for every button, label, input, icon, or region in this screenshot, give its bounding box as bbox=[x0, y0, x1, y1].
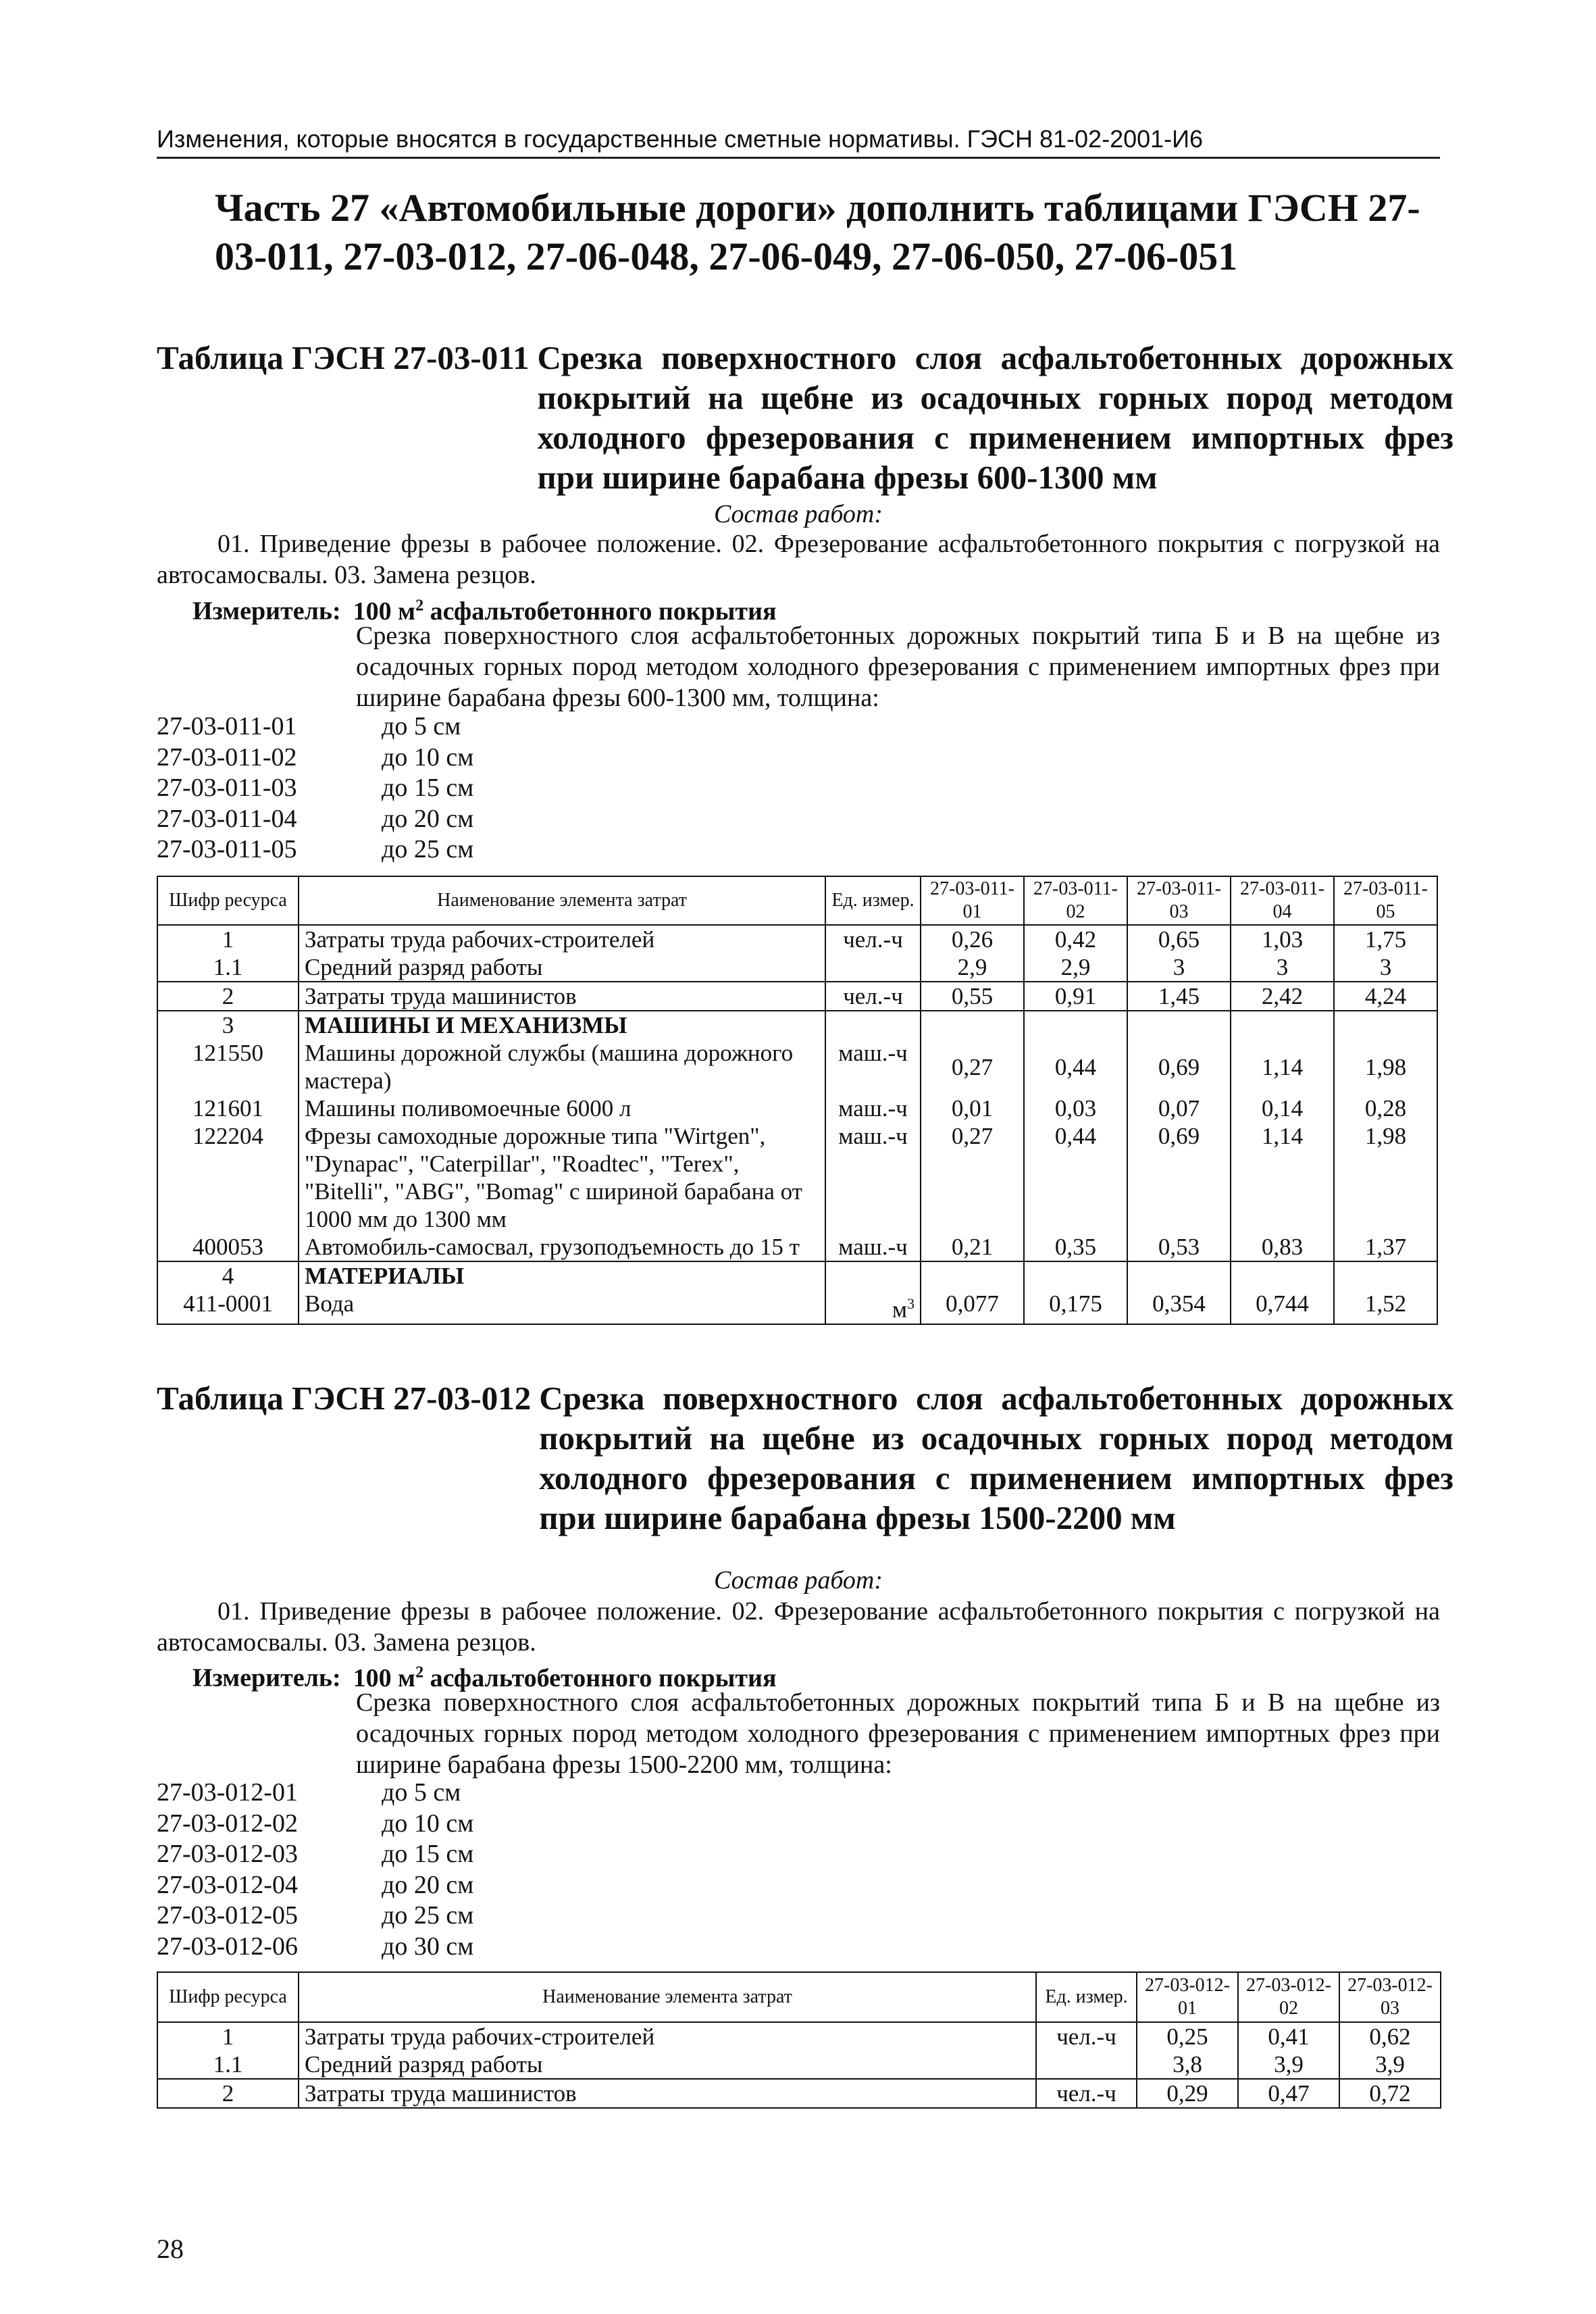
table-number: Таблица ГЭСН 27-03-011 bbox=[157, 339, 530, 376]
table-number: Таблица ГЭСН 27-03-012 bbox=[157, 1380, 532, 1417]
meter-label: Измеритель: bbox=[192, 1663, 341, 1692]
composition-text: 01. Приведение фрезы в рабочее положение. 02. Фрезерование асфальтобетонного покрытия с погрузкой на автосамосвалы. 03. Замена резцов. bbox=[157, 530, 1440, 589]
table-description: Срезка поверхностного слоя асфальтобетонных дорожных покрытий на щебне из осадочных горных пород методом холодного фрезерования с применением импортных фрез при ширине барабана фрезы 1500-2200 мм bbox=[539, 1380, 1453, 1536]
table-title-27-03-012 bbox=[157, 1378, 1453, 1538]
table-header-row bbox=[157, 876, 1437, 925]
table-section-row: 3 МАШИНЫ И МЕХАНИЗМЫ bbox=[157, 1011, 1437, 1039]
running-header: Изменения, которые вносятся в государственные сметные нормативы. ГЭСН 81-02-2001-И6 bbox=[157, 125, 1204, 153]
composition-heading: Состав работ: bbox=[713, 1566, 883, 1594]
col-head-norm: 27-03-011-02 bbox=[1024, 876, 1127, 925]
table-row: 1 Затраты труда рабочих-строителей чел.-ч 0,25 0,41 0,62 bbox=[157, 2022, 1441, 2051]
norm-code-row: 27-03-011-03 до 15 см bbox=[157, 774, 474, 803]
col-head-code: Шифр ресурса bbox=[157, 876, 299, 925]
norm-code-row: 27-03-011-05 до 25 см bbox=[157, 835, 474, 864]
table-row: 121550 Машины дорожной службы (машина дорожного мастера) маш.-ч 0,27 0,44 0,69 1,14 1,98 bbox=[157, 1039, 1437, 1095]
table-intro: Срезка поверхностного слоя асфальтобетонных дорожных покрытий типа Б и В на щебне из осадочных горных пород методом холодного фрезерования с применением импортных фрез при ширине барабана фрезы 1500-2200 мм, толщина: bbox=[356, 1688, 1440, 1779]
cost-table-27-03-011 bbox=[157, 876, 1438, 1325]
col-head-unit: Ед. измер. bbox=[825, 876, 921, 925]
composition-heading: Состав работ: bbox=[713, 500, 883, 528]
table-row: 1 Затраты труда рабочих-строителей чел.-ч 0,26 0,42 0,65 1,03 1,75 bbox=[157, 925, 1437, 953]
table-row: 1.1 Средний разряд работы 3,8 3,9 3,9 bbox=[157, 2051, 1441, 2079]
table-row: 411-0001 Вода $м^3$ 0,077 0,175 0,354 0,744 1,52 bbox=[157, 1290, 1437, 1324]
meter-value: 100 $м^2$ асфальтобетонного покрытия bbox=[353, 597, 777, 626]
composition-text: 01. Приведение фрезы в рабочее положение. 02. Фрезерование асфальтобетонного покрытия с погрузкой на автосамосвалы. 03. Замена резцов. bbox=[157, 1597, 1440, 1657]
part-title: Часть 27 «Автомобильные дороги» дополнить таблицами ГЭСН 27-03-011, 27-03-012, 27-06-048, 27-06-049, 27-06-050, 27-06-051 bbox=[215, 186, 1420, 278]
norm-code-row: 27-03-012-02 до 10 см bbox=[157, 1809, 474, 1838]
col-head-norm: 27-03-011-01 bbox=[921, 876, 1024, 925]
col-head-name: Наименование элемента затрат bbox=[299, 876, 825, 925]
norm-code-row: 27-03-012-03 до 15 см bbox=[157, 1840, 474, 1869]
col-head-unit: Ед. измер. bbox=[1036, 1972, 1137, 2022]
table-section-row: 4 МАТЕРИАЛЫ bbox=[157, 1261, 1437, 1290]
table-row: 122204 Фрезы самоходные дорожные типа "Wirtgen", "Dynapac", "Caterpillar", "Roadtec", "Terex", "Bitelli", "ABG", "Bomag" с шириной барабана от 1000 мм до 1300 мм маш.-ч 0,27 0,44 0,69 1,14 1,98 bbox=[157, 1122, 1437, 1233]
norm-code-row: 27-03-012-01 до 5 см bbox=[157, 1778, 461, 1807]
table-row: 400053 Автомобиль-самосвал, грузоподъемность до 15 т маш.-ч 0,21 0,35 0,53 0,83 1,37 bbox=[157, 1233, 1437, 1261]
cost-table-27-03-012 bbox=[157, 1971, 1441, 2109]
table-header-row bbox=[157, 1972, 1441, 2022]
col-head-norm: 27-03-011-03 bbox=[1127, 876, 1231, 925]
header-rule bbox=[157, 157, 1440, 159]
norm-code-row: 27-03-012-04 до 20 см bbox=[157, 1870, 474, 1899]
table-description: Срезка поверхностного слоя асфальтобетонных дорожных покрытий на щебне из осадочных горных пород методом холодного фрезерования с применением импортных фрез при ширине барабана фрезы 600-1300 мм bbox=[537, 339, 1453, 496]
table-row: 2 Затраты труда машинистов чел.-ч 0,55 0,91 1,45 2,42 4,24 bbox=[157, 982, 1437, 1011]
col-head-norm: 27-03-012-03 bbox=[1339, 1972, 1441, 2022]
norm-code-list bbox=[157, 711, 473, 865]
table-title-27-03-011 bbox=[157, 338, 1453, 497]
table-intro: Срезка поверхностного слоя асфальтобетонных дорожных покрытий типа Б и В на щебне из осадочных горных пород методом холодного фрезерования с применением импортных фрез при ширине барабана фрезы 600-1300 мм, толщина: bbox=[356, 622, 1440, 712]
col-head-norm: 27-03-011-05 bbox=[1334, 876, 1437, 925]
norm-code-row: 27-03-012-05 до 25 см bbox=[157, 1901, 474, 1930]
norm-code-row: 27-03-012-06 до 30 см bbox=[157, 1932, 474, 1961]
col-head-norm: 27-03-012-02 bbox=[1238, 1972, 1339, 2022]
norm-code-row: 27-03-011-04 до 20 см bbox=[157, 804, 474, 833]
norm-code-row: 27-03-011-01 до 5 см bbox=[157, 712, 461, 740]
norm-code-list bbox=[157, 1778, 473, 1963]
col-head-name: Наименование элемента затрат bbox=[299, 1972, 1036, 2022]
norm-code-row: 27-03-011-02 до 10 см bbox=[157, 743, 474, 772]
meter-value: 100 $м^2$ асфальтобетонного покрытия bbox=[353, 1663, 777, 1692]
page-number: 28 bbox=[157, 2234, 184, 2264]
col-head-norm: 27-03-012-01 bbox=[1137, 1972, 1238, 2022]
col-head-norm: 27-03-011-04 bbox=[1231, 876, 1334, 925]
table-row: 121601 Машины поливомоечные 6000 л маш.-ч 0,01 0,03 0,07 0,14 0,28 bbox=[157, 1095, 1437, 1122]
col-head-code: Шифр ресурса bbox=[157, 1972, 299, 2022]
meter-label: Измеритель: bbox=[192, 597, 341, 626]
table-row: 2 Затраты труда машинистов чел.-ч 0,29 0,47 0,72 bbox=[157, 2079, 1441, 2108]
table-row: 1.1 Средний разряд работы 2,9 2,9 3 3 3 bbox=[157, 953, 1437, 982]
